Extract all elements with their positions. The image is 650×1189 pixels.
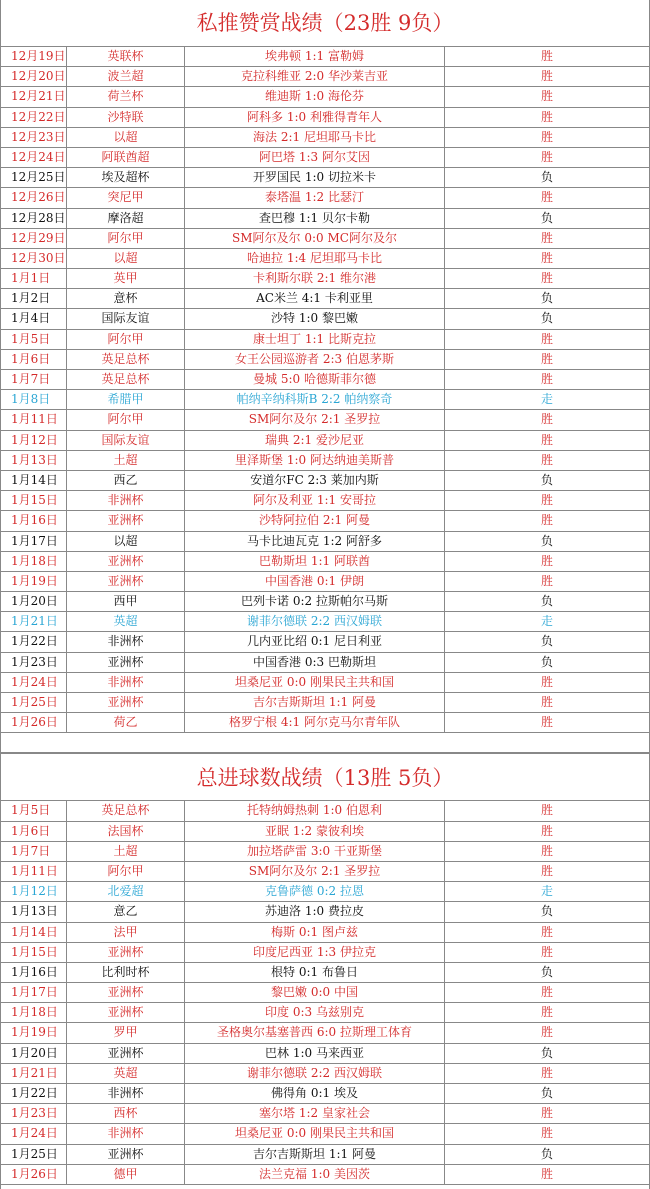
table-row: [1, 1104, 649, 1124]
date-cell: 1月15日: [1, 491, 67, 510]
match-cell: 印度 0:3 乌兹别克: [185, 1003, 445, 1022]
date-cell: 1月16日: [1, 511, 67, 530]
date-cell: 1月7日: [1, 370, 67, 389]
date-cell: 1月4日: [1, 309, 67, 328]
table-row: [1, 67, 649, 87]
result-cell: 胜: [540, 109, 553, 124]
table-row: [1, 943, 649, 963]
table-row: [1, 1165, 649, 1185]
league-cell: 亚洲杯: [67, 552, 185, 571]
date-cell: 1月13日: [1, 451, 67, 470]
date-cell: 1月25日: [1, 1145, 67, 1164]
section-spacer: [1, 733, 649, 753]
match-cell: 几内亚比绍 0:1 尼日利亚: [185, 632, 445, 651]
date-cell: 1月5日: [1, 330, 67, 349]
result-cell: 负: [540, 654, 553, 669]
result-cell: 胜: [540, 331, 553, 346]
table-row: [1, 128, 649, 148]
table-row: [1, 963, 649, 983]
league-cell: 西杯: [67, 1104, 185, 1123]
table-row: [1, 269, 649, 289]
league-cell: 非洲杯: [67, 1124, 185, 1143]
match-cell: 坦桑尼亚 0:0 刚果民主共和国: [185, 673, 445, 692]
league-cell: 荷兰杯: [67, 87, 185, 106]
date-cell: 1月14日: [1, 471, 67, 490]
match-cell: 克拉科维亚 2:0 华沙莱吉亚: [185, 67, 445, 86]
result-cell: 胜: [540, 230, 553, 245]
league-cell: 法甲: [67, 923, 185, 942]
table-row: [1, 923, 649, 943]
league-cell: 亚洲杯: [67, 1003, 185, 1022]
result-cell: 胜: [540, 985, 553, 1000]
league-cell: 英超: [67, 612, 185, 631]
table-row: [1, 822, 649, 842]
table-row: [1, 801, 649, 821]
table-row: [1, 87, 649, 107]
table-row: [1, 451, 649, 471]
table-row: [1, 612, 649, 632]
result-cell: 负: [540, 533, 553, 548]
league-cell: 沙特联: [67, 108, 185, 127]
table-row: [1, 1084, 649, 1104]
result-cell: 胜: [540, 803, 553, 818]
date-cell: 1月20日: [1, 1044, 67, 1063]
result-cell: 胜: [540, 190, 553, 205]
league-cell: 法国杯: [67, 822, 185, 841]
match-cell: 法兰克福 1:0 美因茨: [185, 1165, 445, 1184]
result-cell: 负: [540, 472, 553, 487]
table-row: [1, 148, 649, 168]
date-cell: 1月22日: [1, 1084, 67, 1103]
date-cell: 1月11日: [1, 410, 67, 429]
result-cell: 负: [540, 170, 553, 185]
result-cell: 负: [540, 1086, 553, 1100]
date-cell: 12月25日: [1, 168, 67, 187]
match-cell: 瑞典 2:1 爱沙尼亚: [185, 431, 445, 450]
match-cell: 吉尔吉斯斯坦 1:1 阿曼: [185, 693, 445, 712]
date-cell: 1月1日: [1, 269, 67, 288]
league-cell: 亚洲杯: [67, 1044, 185, 1063]
match-cell: 阿科多 1:0 利雅得青年人: [185, 108, 445, 127]
league-cell: 非洲杯: [67, 632, 185, 651]
table-row: [1, 1044, 649, 1064]
result-cell: 负: [540, 210, 553, 225]
league-cell: 英联杯: [67, 47, 185, 66]
result-cell: 胜: [540, 553, 553, 568]
match-cell: 女王公园巡游者 2:3 伯恩茅斯: [185, 350, 445, 369]
match-cell: 曼城 5:0 哈德斯菲尔德: [185, 370, 445, 389]
result-cell: 走: [540, 884, 553, 899]
date-cell: 1月21日: [1, 1064, 67, 1083]
result-cell: 负: [540, 594, 553, 609]
match-cell: 阿巴塔 1:3 阿尔艾因: [185, 148, 445, 167]
table-row: [1, 532, 649, 552]
match-cell: 里泽斯堡 1:0 阿达纳迪美斯普: [185, 451, 445, 470]
date-cell: 1月24日: [1, 1124, 67, 1143]
result-cell: 胜: [540, 674, 553, 689]
league-cell: 非洲杯: [67, 491, 185, 510]
league-cell: 北爱超: [67, 882, 185, 901]
league-cell: 以超: [67, 532, 185, 551]
league-cell: 非洲杯: [67, 673, 185, 692]
date-cell: 1月14日: [1, 923, 67, 942]
table-row: [1, 491, 649, 511]
table-row: [1, 47, 649, 67]
result-cell: 走: [540, 392, 553, 407]
match-cell: 阿尔及利亚 1:1 安哥拉: [185, 491, 445, 510]
league-cell: 西乙: [67, 471, 185, 490]
match-cell: 沙特 1:0 黎巴嫩: [185, 309, 445, 328]
result-cell: 胜: [540, 1106, 553, 1121]
section1-title: 私推赞赏战绩（23胜 9负）: [1, 0, 649, 47]
match-cell: 坦桑尼亚 0:0 刚果民主共和国: [185, 1124, 445, 1143]
result-cell: 胜: [540, 412, 553, 427]
result-cell: 胜: [540, 924, 553, 939]
date-cell: 1月26日: [1, 713, 67, 732]
date-cell: 12月24日: [1, 148, 67, 167]
date-cell: 12月19日: [1, 47, 67, 66]
result-cell: 胜: [540, 1005, 553, 1020]
match-cell: 中国香港 0:1 伊朗: [185, 572, 445, 591]
match-cell: 克鲁萨德 0:2 拉恩: [185, 882, 445, 901]
result-cell: 负: [540, 1045, 553, 1060]
match-cell: 谢菲尔德联 2:2 西汉姆联: [185, 1064, 445, 1083]
league-cell: 国际友谊: [67, 431, 185, 450]
match-cell: 中国香港 0:3 巴勒斯坦: [185, 653, 445, 672]
league-cell: 国际友谊: [67, 309, 185, 328]
league-cell: 英超: [67, 1064, 185, 1083]
match-cell: 黎巴嫩 0:0 中国: [185, 983, 445, 1002]
league-cell: 希腊甲: [67, 390, 185, 409]
result-cell: 负: [540, 1146, 553, 1161]
match-cell: AC米兰 4:1 卡利亚里: [185, 289, 445, 308]
table-row: [1, 410, 649, 430]
table-row: [1, 572, 649, 592]
table-row: [1, 471, 649, 491]
table-row: [1, 1023, 649, 1043]
table-row: [1, 713, 649, 733]
table-row: [1, 289, 649, 309]
section1-table: [1, 47, 649, 733]
result-cell: 胜: [540, 372, 553, 386]
result-cell: 胜: [540, 69, 553, 84]
date-cell: 1月5日: [1, 801, 67, 820]
league-cell: 波兰超: [67, 67, 185, 86]
table-row: [1, 882, 649, 902]
match-cell: 塞尔塔 1:2 皇家社会: [185, 1104, 445, 1123]
table-row: [1, 350, 649, 370]
match-cell: 圣格奥尔基塞普西 6:0 拉斯理工体育: [185, 1023, 445, 1042]
match-cell: 根特 0:1 布鲁日: [185, 963, 445, 982]
league-cell: 亚洲杯: [67, 983, 185, 1002]
match-cell: 格罗宁根 4:1 阿尔克马尔青年队: [185, 713, 445, 732]
league-cell: 亚洲杯: [67, 572, 185, 591]
result-cell: 胜: [540, 1126, 553, 1141]
league-cell: 英足总杯: [67, 350, 185, 369]
result-cell: 胜: [540, 1166, 553, 1181]
match-cell: SM阿尔及尔 0:0 MC阿尔及尔: [185, 229, 445, 248]
table-row: [1, 1064, 649, 1084]
table-row: [1, 632, 649, 652]
result-cell: 胜: [540, 1025, 553, 1040]
table-row: [1, 693, 649, 713]
result-cell: 胜: [540, 49, 553, 63]
result-cell: 负: [540, 634, 553, 649]
table-row: [1, 592, 649, 612]
match-cell: 帕纳辛纳科斯B 2:2 帕纳察奇: [185, 390, 445, 409]
league-cell: 意乙: [67, 902, 185, 921]
date-cell: 1月21日: [1, 612, 67, 631]
league-cell: 阿联酋超: [67, 148, 185, 167]
date-cell: 1月2日: [1, 289, 67, 308]
table-row: [1, 552, 649, 572]
date-cell: 1月15日: [1, 943, 67, 962]
result-cell: 负: [540, 291, 553, 306]
league-cell: 埃及超杯: [67, 168, 185, 187]
result-cell: 负: [540, 904, 553, 919]
result-cell: 胜: [540, 843, 553, 858]
league-cell: 阿尔甲: [67, 862, 185, 881]
league-cell: 德甲: [67, 1165, 185, 1184]
league-cell: 阿尔甲: [67, 330, 185, 349]
league-cell: 英足总杯: [67, 801, 185, 820]
date-cell: 12月28日: [1, 209, 67, 228]
date-cell: 1月6日: [1, 350, 67, 369]
date-cell: 12月29日: [1, 229, 67, 248]
table-row: [1, 249, 649, 269]
date-cell: 1月23日: [1, 653, 67, 672]
match-cell: 埃弗顿 1:1 富勒姆: [185, 47, 445, 66]
match-cell: 康士坦丁 1:1 比斯克拉: [185, 330, 445, 349]
result-cell: 胜: [540, 250, 553, 265]
match-cell: 巴勒斯坦 1:1 阿联酋: [185, 552, 445, 571]
league-cell: 以超: [67, 249, 185, 268]
table-row: [1, 842, 649, 862]
result-cell: 胜: [540, 1065, 553, 1080]
table-row: [1, 1145, 649, 1165]
date-cell: 1月8日: [1, 390, 67, 409]
match-cell: 马卡比迪瓦克 1:2 阿舒多: [185, 532, 445, 551]
table-row: [1, 431, 649, 451]
date-cell: 1月12日: [1, 431, 67, 450]
table-row: [1, 330, 649, 350]
date-cell: 1月7日: [1, 842, 67, 861]
result-cell: 胜: [540, 89, 553, 104]
league-cell: 阿尔甲: [67, 229, 185, 248]
result-cell: 胜: [540, 944, 553, 959]
date-cell: 1月18日: [1, 1003, 67, 1022]
match-cell: 查巴穆 1:1 贝尔卡勒: [185, 209, 445, 228]
league-cell: 土超: [67, 842, 185, 861]
league-cell: 荷乙: [67, 713, 185, 732]
match-cell: 巴林 1:0 马来西亚: [185, 1044, 445, 1063]
league-cell: 英甲: [67, 269, 185, 288]
result-cell: 胜: [540, 129, 553, 144]
result-cell: 胜: [540, 493, 553, 508]
table-row: [1, 108, 649, 128]
match-cell: 托特纳姆热刺 1:0 伯恩利: [185, 801, 445, 820]
match-cell: 巴列卡诺 0:2 拉斯帕尔马斯: [185, 592, 445, 611]
table-row: [1, 902, 649, 922]
result-cell: 胜: [540, 452, 553, 467]
match-cell: 安道尔FC 2:3 莱加内斯: [185, 471, 445, 490]
table-row: [1, 370, 649, 390]
date-cell: 12月26日: [1, 188, 67, 207]
date-cell: 1月22日: [1, 632, 67, 651]
table-row: [1, 983, 649, 1003]
league-cell: 西甲: [67, 592, 185, 611]
table-row: [1, 653, 649, 673]
match-cell: 谢菲尔德联 2:2 西汉姆联: [185, 612, 445, 631]
date-cell: 1月23日: [1, 1104, 67, 1123]
date-cell: 1月20日: [1, 592, 67, 611]
league-cell: 土超: [67, 451, 185, 470]
league-cell: 意杯: [67, 289, 185, 308]
date-cell: 12月30日: [1, 249, 67, 268]
league-cell: 罗甲: [67, 1023, 185, 1042]
table-row: [1, 862, 649, 882]
table-row: [1, 188, 649, 208]
league-cell: 亚洲杯: [67, 1145, 185, 1164]
result-cell: 胜: [540, 823, 553, 838]
match-cell: 泰塔温 1:2 比瑟汀: [185, 188, 445, 207]
section2-title: 总进球数战绩（13胜 5负）: [1, 753, 649, 801]
result-cell: 胜: [540, 149, 553, 164]
table-row: [1, 1003, 649, 1023]
match-cell: 维迪斯 1:0 海伦芬: [185, 87, 445, 106]
table-row: [1, 673, 649, 693]
league-cell: 亚洲杯: [67, 693, 185, 712]
league-cell: 比利时杯: [67, 963, 185, 982]
date-cell: 12月23日: [1, 128, 67, 147]
result-cell: 胜: [540, 573, 553, 588]
table-row: [1, 309, 649, 329]
date-cell: 1月24日: [1, 673, 67, 692]
table-row: [1, 511, 649, 531]
match-cell: SM阿尔及尔 2:1 圣罗拉: [185, 862, 445, 881]
match-cell: 梅斯 0:1 图卢兹: [185, 923, 445, 942]
table-row: [1, 168, 649, 188]
date-cell: 1月17日: [1, 532, 67, 551]
result-cell: 胜: [540, 513, 553, 528]
league-cell: 以超: [67, 128, 185, 147]
date-cell: 1月6日: [1, 822, 67, 841]
match-cell: 吉尔吉斯斯坦 1:1 阿曼: [185, 1145, 445, 1164]
league-cell: 亚洲杯: [67, 653, 185, 672]
match-cell: 海法 2:1 尼坦耶马卡比: [185, 128, 445, 147]
date-cell: 1月13日: [1, 902, 67, 921]
result-cell: 走: [540, 614, 553, 629]
date-cell: 1月19日: [1, 572, 67, 591]
league-cell: 亚洲杯: [67, 511, 185, 530]
match-cell: 佛得角 0:1 埃及: [185, 1084, 445, 1103]
league-cell: 亚洲杯: [67, 943, 185, 962]
league-cell: 英足总杯: [67, 370, 185, 389]
league-cell: 阿尔甲: [67, 410, 185, 429]
result-cell: 胜: [540, 432, 553, 447]
match-cell: 印度尼西亚 1:3 伊拉克: [185, 943, 445, 962]
match-cell: 开罗国民 1:0 切拉米卡: [185, 168, 445, 187]
result-cell: 胜: [540, 351, 553, 366]
match-cell: 亚眠 1:2 蒙彼利埃: [185, 822, 445, 841]
match-cell: 加拉塔萨雷 3:0 干亚斯堡: [185, 842, 445, 861]
date-cell: 1月11日: [1, 862, 67, 881]
league-cell: 摩洛超: [67, 209, 185, 228]
result-cell: 胜: [540, 863, 553, 878]
match-cell: 苏迪洛 1:0 费拉皮: [185, 902, 445, 921]
table-row: [1, 1124, 649, 1144]
result-cell: 负: [540, 311, 553, 326]
result-cell: 胜: [540, 271, 553, 286]
match-cell: 哈迪拉 1:4 尼坦耶马卡比: [185, 249, 445, 268]
table-row: [1, 209, 649, 229]
date-cell: 1月19日: [1, 1023, 67, 1042]
league-cell: 突尼甲: [67, 188, 185, 207]
date-cell: 12月22日: [1, 108, 67, 127]
result-cell: 胜: [540, 695, 553, 709]
date-cell: 1月12日: [1, 882, 67, 901]
result-cell: 负: [540, 964, 553, 979]
league-cell: 非洲杯: [67, 1084, 185, 1103]
match-cell: 卡利斯尔联 2:1 维尔港: [185, 269, 445, 288]
section2-table: [1, 801, 649, 1185]
match-cell: 沙特阿拉伯 2:1 阿曼: [185, 511, 445, 530]
table-row: [1, 390, 649, 410]
date-cell: 1月26日: [1, 1165, 67, 1184]
date-cell: 12月21日: [1, 87, 67, 106]
table-row: [1, 229, 649, 249]
result-cell: 胜: [540, 715, 553, 730]
date-cell: 12月20日: [1, 67, 67, 86]
date-cell: 1月16日: [1, 963, 67, 982]
date-cell: 1月25日: [1, 693, 67, 712]
date-cell: 1月18日: [1, 552, 67, 571]
date-cell: 1月17日: [1, 983, 67, 1002]
match-cell: SM阿尔及尔 2:1 圣罗拉: [185, 410, 445, 429]
